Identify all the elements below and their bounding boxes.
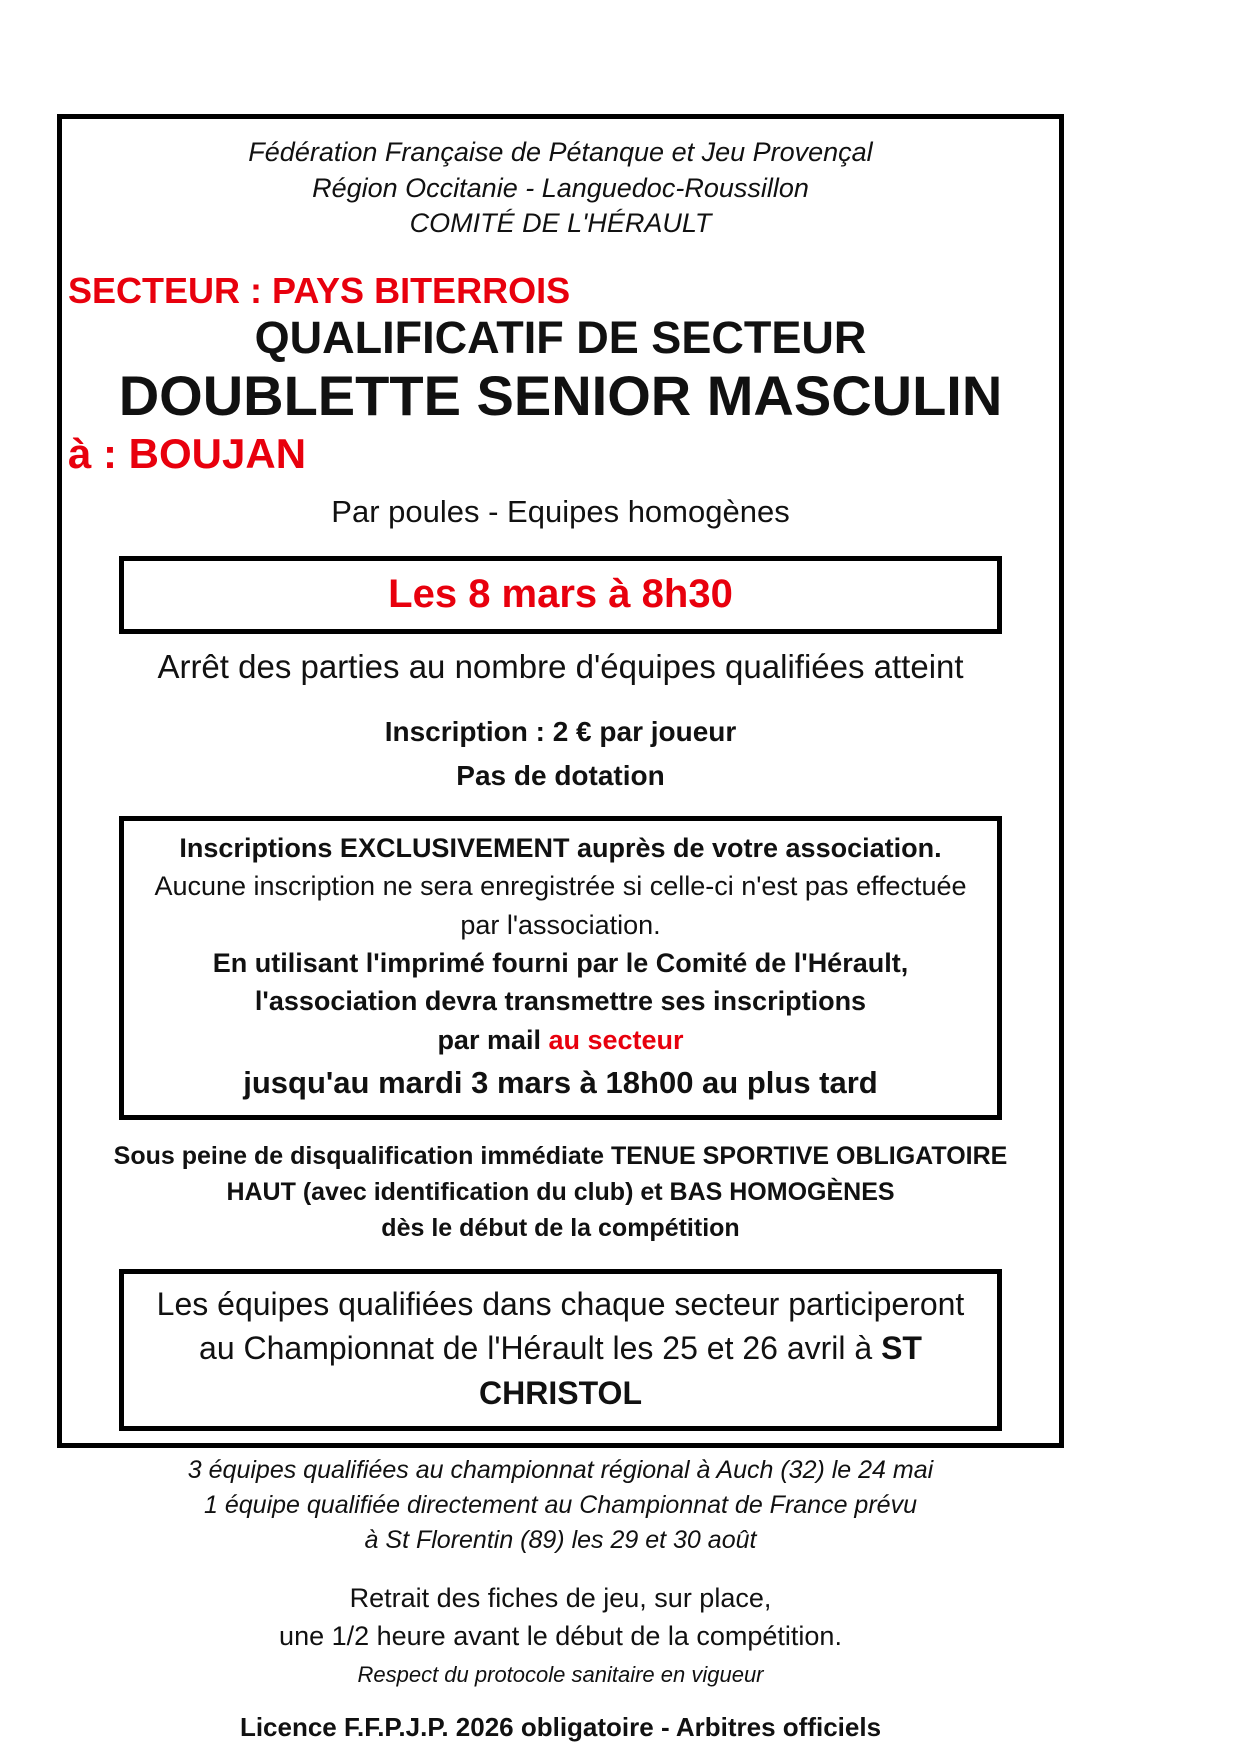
committee-name: COMITÉ DE L'HÉRAULT	[409, 208, 712, 239]
dress-code-line-1: Sous peine de disqualification immédiate TENUE SPORTIVE OBLIGATOIRE	[113, 1141, 1008, 1170]
document-outer-frame	[57, 114, 1064, 1743]
health-protocol-line: Respect du protocole sanitaire en vigueur	[357, 1661, 764, 1687]
fee-line: Inscription : 2 € par joueur	[384, 715, 737, 747]
registration-rule-2: Aucune inscription ne sera enregistrée si celle-ci n'est pas effectuée	[154, 871, 967, 902]
license-requirement-line: Licence F.F.P.J.P. 2026 obligatoire - Arbitres officiels	[239, 1712, 882, 1743]
championship-location: ST CHRISTOL	[479, 1330, 922, 1412]
event-date: Les 8 mars à 8h30	[388, 571, 733, 616]
regional-qualification-block	[62, 1453, 1059, 1558]
qualification-line-1: Les équipes qualifiées dans chaque secteur participeront	[156, 1285, 965, 1322]
event-location: à : BOUJAN	[68, 429, 307, 477]
regional-line-3: à St Florentin (89) les 29 et 30 août	[364, 1526, 757, 1555]
format-line: Par poules - Equipes homogènes	[331, 493, 790, 529]
mail-prefix: par mail	[437, 1024, 549, 1055]
no-prize-line: Pas de dotation	[456, 759, 665, 791]
registration-rule-3: par l'association.	[460, 909, 661, 940]
stop-rule-line: Arrêt des parties au nombre d'équipes qualifiées atteint	[157, 647, 964, 685]
regional-line-2: 1 équipe qualifiée directement au Championnat de France prévu	[204, 1491, 917, 1520]
sheets-line-1: Retrait des fiches de jeu, sur place,	[349, 1583, 772, 1614]
registration-rule-5: l'association devra transmettre ses inscriptions	[254, 986, 867, 1017]
federation-header	[62, 135, 1059, 242]
registration-rule-6	[136, 1021, 985, 1059]
registration-deadline: jusqu'au mardi 3 mars à 18h00 au plus tard	[243, 1064, 878, 1100]
sector-label: SECTEUR : PAYS BITERROIS	[68, 269, 571, 311]
federation-name: Fédération Française de Pétanque et Jeu Provençal	[248, 137, 873, 167]
dress-code-line-3: dès le début de la compétition	[381, 1214, 740, 1243]
dress-code-line-2: HAUT (avec identification du club) et BAS HOMOGÈNES	[226, 1178, 895, 1207]
date-box	[119, 556, 1002, 634]
registration-box	[119, 816, 1002, 1120]
sheets-line-2: une 1/2 heure avant le début de la compétition.	[279, 1620, 842, 1651]
regional-line-1: 3 équipes qualifiées au championnat régional à Auch (32) le 24 mai	[187, 1456, 934, 1485]
registration-rule-1: Inscriptions EXCLUSIVEMENT auprès de votre association.	[179, 832, 942, 863]
qualification-box	[119, 1269, 1002, 1431]
dress-code-block	[62, 1138, 1059, 1247]
game-sheets-block	[62, 1580, 1059, 1690]
registration-rule-4: En utilisant l'imprimé fourni par le Comité de l'Hérault,	[212, 947, 909, 978]
event-title-line1: QUALIFICATIF DE SECTEUR	[254, 311, 867, 363]
qualification-line-2	[134, 1326, 987, 1416]
event-title-line2: DOUBLETTE SENIOR MASCULIN	[118, 364, 1003, 428]
mail-target-highlight: au secteur	[548, 1024, 684, 1055]
championship-prefix: au Championnat de l'Hérault les 25 et 26 avril à	[199, 1330, 882, 1367]
region-name: Région Occitanie - Languedoc-Roussillon	[312, 172, 809, 203]
